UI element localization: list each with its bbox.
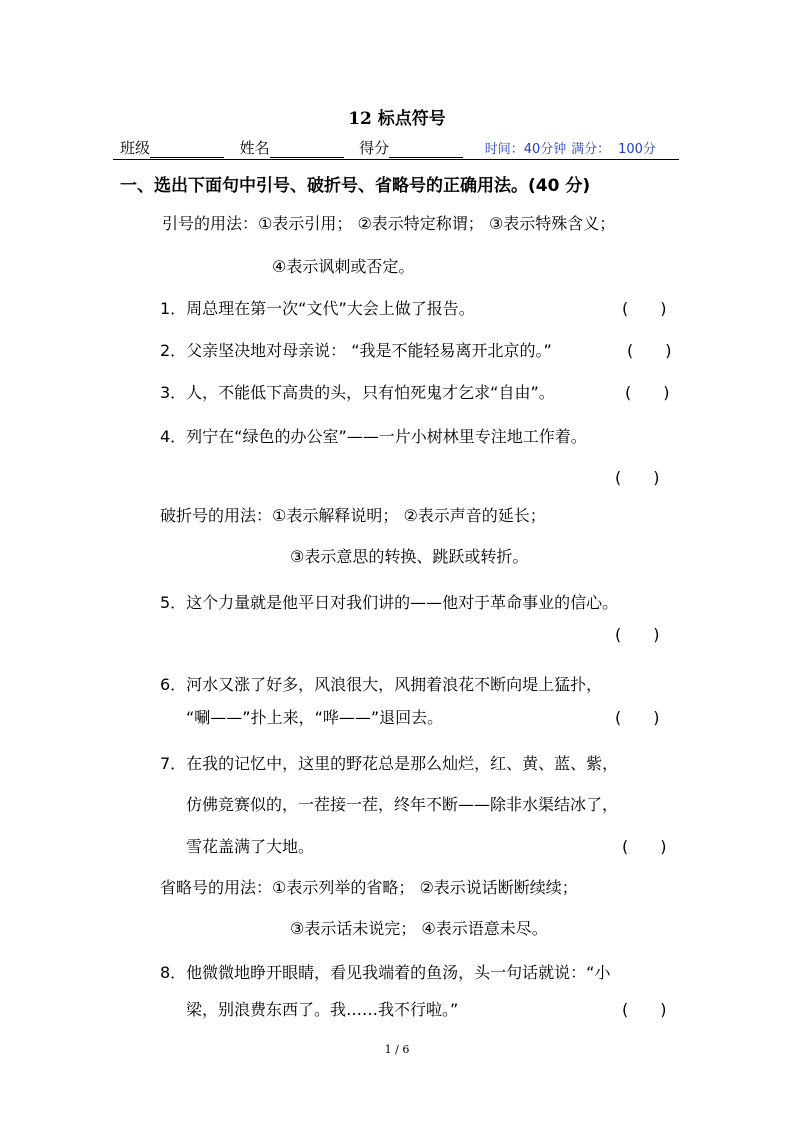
time-value: 40分钟 — [523, 142, 567, 157]
class-blank — [150, 142, 224, 158]
question-7-line1: 7．在我的记忆中，这里的野花总是那么灿烂，红、黄、蓝、紫， — [160, 754, 619, 773]
quote-usage-label: 引号的用法： — [162, 214, 259, 233]
dash-usage-line2: ③表示意思的转换、跳跃或转折。 — [290, 547, 529, 566]
name-blank — [270, 142, 344, 158]
question-7-line2: 仿佛竞赛似的，一茬接一茬，终年不断——除非水渠结冰了， — [186, 795, 619, 814]
question-7-line3: 雪花盖满了大地。 — [186, 837, 315, 856]
question-8-line2: 梁，别浪费东西了。我……我不行啦。” — [186, 1000, 459, 1019]
time-label: 时间： — [484, 142, 524, 157]
answer-blank-1[interactable]: ( ) — [622, 299, 667, 318]
full-score-value: 100分 — [618, 142, 656, 157]
question-2: 2．父亲坚决地对母亲说： “我是不能轻易离开北京的。” — [160, 341, 552, 360]
dash-usage-label: 破折号的用法： — [160, 506, 273, 525]
question-1: 1．周总理在第一次“文代”大会上做了报告。 — [160, 299, 475, 318]
answer-blank-3[interactable]: ( ) — [625, 383, 670, 402]
ellipsis-usage-items: ①表示列举的省略； ②表示说话断断续续； — [272, 878, 578, 897]
question-6-line2: “唰——”扑上来，“哗——”退回去。 — [186, 708, 444, 727]
question-6-line1: 6．河水又涨了好多，风浪很大，风拥着浪花不断向堤上猛扑， — [160, 675, 603, 694]
quote-usage-line1 — [162, 211, 615, 234]
class-label: 班级 — [120, 139, 151, 157]
ellipsis-usage-line1 — [160, 875, 578, 898]
question-8-line1: 8．他微微地睁开眼睛，看见我端着的鱼汤，头一句话就说：“小 — [160, 963, 611, 982]
score-blank — [389, 142, 463, 158]
quote-usage-items: ①表示引用； ②表示特定称谓； ③表示特殊含义； — [258, 214, 616, 233]
answer-blank-5[interactable]: ( ) — [615, 625, 660, 644]
question-3: 3．人，不能低下高贵的头，只有怕死鬼才乞求“自由”。 — [160, 383, 555, 402]
dash-usage-line1 — [160, 503, 546, 526]
quote-usage-line2: ④表示讽刺或否定。 — [272, 257, 415, 276]
page-title: 12 标点符号 — [348, 109, 446, 129]
question-4: 4．列宁在“绿色的办公室”——一片小树林里专注地工作着。 — [160, 427, 587, 446]
dash-usage-items: ①表示解释说明； ②表示声音的延长； — [272, 506, 546, 525]
score-label: 得分 — [359, 139, 390, 157]
ellipsis-usage-line2: ③表示话未说完； ④表示语意未尽。 — [290, 919, 548, 938]
question-5: 5．这个力量就是他平日对我们讲的——他对于革命事业的信心。 — [160, 593, 619, 612]
answer-blank-8[interactable]: ( ) — [622, 1000, 667, 1019]
header-rule — [113, 159, 679, 160]
name-label: 姓名 — [239, 139, 270, 157]
answer-blank-7[interactable]: ( ) — [622, 837, 667, 856]
section-heading: 一、选出下面句中引号、破折号、省略号的正确用法。(40 分) — [120, 176, 591, 196]
answer-blank-4[interactable]: ( ) — [615, 468, 660, 487]
page-number: 1 / 6 — [384, 1043, 410, 1056]
ellipsis-usage-label: 省略号的用法： — [160, 878, 273, 897]
header-info — [120, 137, 656, 158]
answer-blank-6[interactable]: ( ) — [615, 708, 660, 727]
answer-blank-2[interactable]: ( ) — [627, 341, 672, 360]
full-score-label: 满分： — [571, 142, 611, 157]
